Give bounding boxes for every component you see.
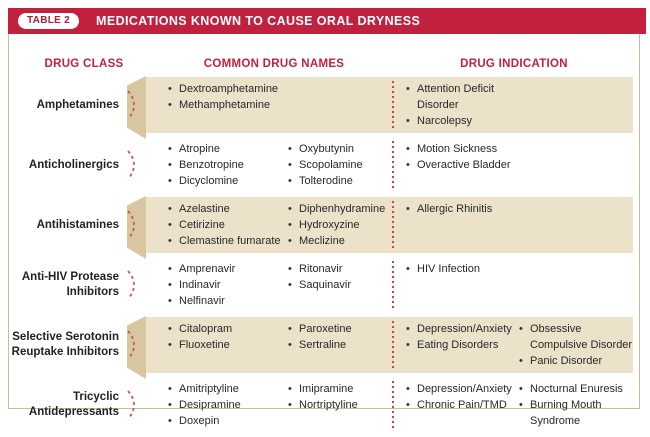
list-item: • Motion Sickness	[406, 141, 519, 157]
drug-class-text: Antihistamines	[36, 218, 119, 231]
list-item: • Amprenavir	[168, 261, 288, 277]
row-band	[146, 197, 633, 253]
chevron-cell	[119, 373, 146, 437]
list-item: • Amitriptyline	[168, 381, 288, 397]
drug-class-label	[9, 373, 119, 437]
column-header-drug-names: COMMON DRUG NAMES	[203, 58, 345, 70]
list-item: • HIV Infection	[406, 261, 519, 277]
list-item: • Eating Disorders	[406, 337, 519, 353]
indications-col2	[519, 201, 633, 249]
drug-names-col1	[168, 381, 288, 429]
indications-col2	[519, 81, 633, 129]
row-band	[146, 77, 633, 133]
drug-names-col2	[288, 321, 388, 369]
chevron-cell	[119, 253, 146, 317]
list-item: • Doxepin	[168, 413, 288, 429]
drug-class-text: Amphetamines	[36, 98, 119, 111]
drug-names-col2	[288, 141, 388, 189]
drug-names-col1	[168, 81, 288, 129]
indications-col2	[519, 141, 633, 189]
list-item: • Tolterodine	[288, 173, 388, 189]
drug-names-col1	[168, 321, 288, 369]
list-item: • Imipramine	[288, 381, 388, 397]
chevron-right-icon	[125, 209, 140, 241]
column-header-drug-class: DRUG CLASS	[44, 58, 124, 70]
column-separator-dotted	[392, 201, 394, 249]
indications-col1	[406, 261, 519, 309]
table-number-badge: TABLE 2	[18, 13, 79, 29]
list-item: • Paroxetine	[288, 321, 388, 337]
drug-class-text: Anticholinergics	[28, 158, 119, 171]
chevron-cell	[119, 77, 146, 133]
drug-class-text: Tricyclic Antidepressants	[28, 391, 119, 418]
indications-col2	[519, 261, 633, 309]
list-item: • Obsessive Compulsive Disorder	[519, 321, 633, 353]
column-separator-dotted	[392, 81, 394, 129]
list-item: • Diphenhydramine	[288, 201, 388, 217]
list-item: • Fluoxetine	[168, 337, 288, 353]
list-item: • Clemastine fumarate	[168, 233, 288, 249]
chevron-right-icon	[125, 149, 140, 181]
indications-col1	[406, 381, 519, 429]
table-title-bar	[8, 8, 646, 34]
list-item: • Indinavir	[168, 277, 288, 293]
list-item: • Nocturnal Enuresis	[519, 381, 633, 397]
list-item: • Cetirizine	[168, 217, 288, 233]
table-frame	[8, 8, 640, 427]
drug-class-text: Anti-HIV Protease Inhibitors	[21, 271, 119, 298]
table-row	[9, 133, 639, 197]
indications-col1	[406, 81, 519, 129]
list-item: • Sertraline	[288, 337, 388, 353]
drug-class-label	[9, 317, 119, 373]
table-row	[9, 77, 639, 133]
chevron-right-icon	[125, 389, 140, 421]
list-item: • Attention Deficit Disorder	[406, 81, 519, 113]
drug-class-text: Selective Serotonin Reuptake Inhibitors	[11, 331, 119, 358]
column-separator-dotted	[392, 321, 394, 369]
list-item: • Azelastine	[168, 201, 288, 217]
drug-class-label	[9, 133, 119, 197]
table-title: MEDICATIONS KNOWN TO CAUSE ORAL DRYNESS	[96, 14, 421, 28]
table-row	[9, 317, 639, 373]
drug-names-col2	[288, 201, 388, 249]
list-item: • Dextroamphetamine	[168, 81, 288, 97]
drug-names-col2	[288, 81, 388, 129]
row-band	[146, 373, 633, 437]
list-item: • Allergic Rhinitis	[406, 201, 519, 217]
list-item: • Depression/Anxiety	[406, 381, 519, 397]
table-row	[9, 253, 639, 317]
list-item: • Hydroxyzine	[288, 217, 388, 233]
chevron-cell	[119, 133, 146, 197]
list-item: • Burning Mouth Syndrome	[519, 397, 633, 429]
drug-names-col1	[168, 261, 288, 309]
column-separator-dotted	[392, 381, 394, 429]
indications-col2	[519, 381, 633, 429]
indications-col1	[406, 201, 519, 249]
drug-names-col1	[168, 141, 288, 189]
list-item: • Atropine	[168, 141, 288, 157]
list-item: • Saquinavir	[288, 277, 388, 293]
column-separator-dotted	[392, 261, 394, 309]
list-item: • Dicyclomine	[168, 173, 288, 189]
column-header-drug-indication: DRUG INDICATION	[460, 58, 568, 70]
table-body	[9, 77, 639, 437]
list-item: • Narcolepsy	[406, 113, 519, 129]
table-row	[9, 373, 639, 437]
chevron-right-icon	[125, 269, 140, 301]
list-item: • Depression/Anxiety	[406, 321, 519, 337]
indications-col1	[406, 141, 519, 189]
list-item: • Oxybutynin	[288, 141, 388, 157]
column-separator-dotted	[392, 141, 394, 189]
drug-names-col2	[288, 261, 388, 309]
drug-class-label	[9, 77, 119, 133]
list-item: • Citalopram	[168, 321, 288, 337]
list-item: • Nelfinavir	[168, 293, 288, 309]
list-item: • Meclizine	[288, 233, 388, 249]
list-item: • Panic Disorder	[519, 353, 633, 369]
indications-col2	[519, 321, 633, 369]
list-item: • Desipramine	[168, 397, 288, 413]
drug-names-col1	[168, 201, 288, 249]
list-item: • Ritonavir	[288, 261, 388, 277]
table-row	[9, 197, 639, 253]
list-item: • Methamphetamine	[168, 97, 288, 113]
list-item: • Benzotropine	[168, 157, 288, 173]
list-item: • Nortriptyline	[288, 397, 388, 413]
list-item: • Overactive Bladder	[406, 157, 519, 173]
row-band	[146, 133, 633, 197]
list-item: • Chronic Pain/TMD	[406, 397, 519, 413]
column-headers	[9, 35, 639, 77]
list-item: • Scopolamine	[288, 157, 388, 173]
chevron-cell	[119, 197, 146, 253]
indications-col1	[406, 321, 519, 369]
chevron-right-icon	[125, 89, 140, 121]
drug-class-label	[9, 253, 119, 317]
drug-names-col2	[288, 381, 388, 429]
row-band	[146, 253, 633, 317]
chevron-right-icon	[125, 329, 140, 361]
drug-class-label	[9, 197, 119, 253]
row-band	[146, 317, 633, 373]
chevron-cell	[119, 317, 146, 373]
